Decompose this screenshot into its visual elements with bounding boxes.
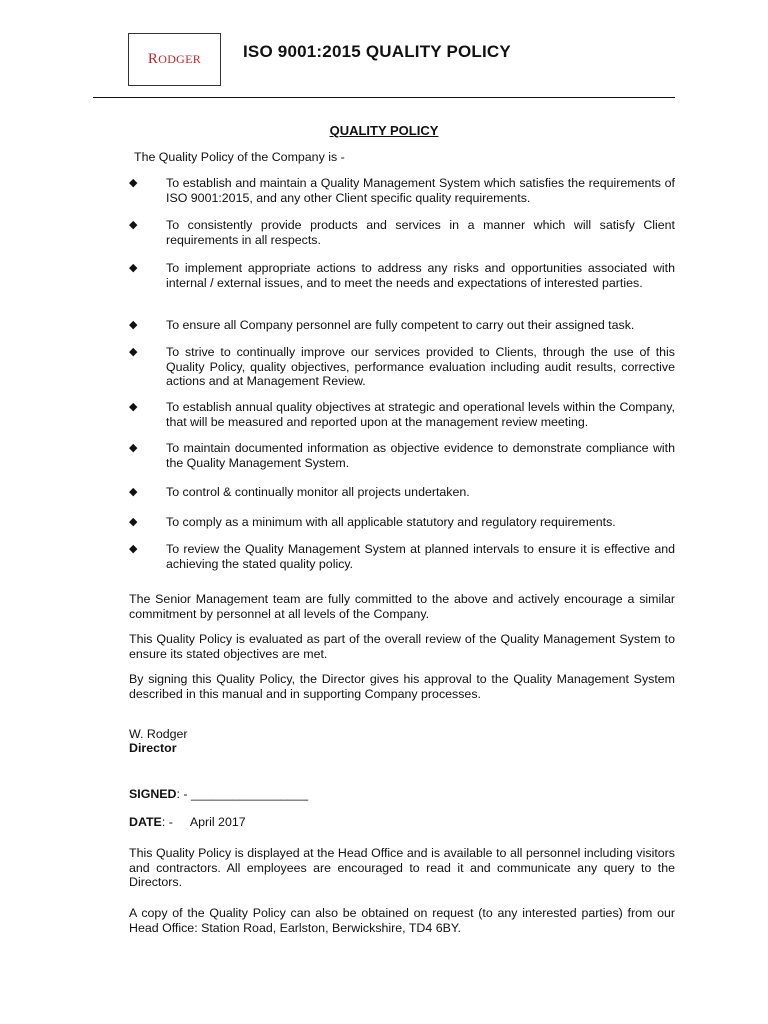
policy-bullet: [129, 218, 675, 247]
diamond-bullet-icon: ◆: [129, 442, 138, 454]
policy-bullet-text: To strive to continually improve our services provided to Clients, through the use of this Quality Policy, quality objectives, performance evaluation including audit results, corrective actions and at Management Review.: [166, 345, 675, 389]
date-line: [129, 815, 675, 830]
signature-blank: : - _________________: [176, 787, 309, 801]
policy-bullet: [129, 176, 675, 205]
header-divider: [93, 97, 675, 98]
section-title: QUALITY POLICY: [329, 123, 439, 138]
policy-bullet-text: To ensure all Company personnel are fully competent to carry out their assigned task.: [166, 318, 635, 332]
approval-paragraph: By signing this Quality Policy, the Director gives his approval to the Quality Management System described in this manual and in supporting Company processes.: [129, 672, 675, 701]
copy-paragraph: A copy of the Quality Policy can also be obtained on request (to any interested parties) from our Head Office: Station Road, Earlston, Berwickshire, TD4 6BY.: [129, 906, 675, 935]
date-value: April 2017: [189, 815, 246, 829]
signed-label: SIGNED: [129, 787, 177, 801]
commitment-paragraph: The Senior Management team are fully committed to the above and actively encourage a similar commitment by personnel at all levels of the Company.: [129, 592, 675, 621]
policy-bullet: [129, 400, 675, 429]
diamond-bullet-icon: ◆: [129, 516, 138, 528]
date-label: DATE: [129, 815, 162, 829]
policy-bullet-text: To control & continually monitor all projects undertaken.: [166, 485, 470, 499]
policy-bullet-text: To implement appropriate actions to address any risks and opportunities associated with internal / external issues, and to meet the needs and expectations of interested parties.: [166, 261, 675, 290]
signed-line: [129, 787, 675, 802]
diamond-bullet-icon: ◆: [129, 401, 138, 413]
policy-bullet: [129, 441, 675, 470]
display-paragraph: This Quality Policy is displayed at the Head Office and is available to all personnel including visitors and contractors. All employees are encouraged to read it and communicate any query to the Directors.: [129, 846, 675, 890]
diamond-bullet-icon: ◆: [129, 486, 138, 498]
policy-bullet: [129, 318, 675, 333]
policy-bullet: [129, 515, 675, 530]
company-logo: [128, 33, 221, 86]
diamond-bullet-icon: ◆: [129, 543, 138, 555]
policy-bullet-text: To establish annual quality objectives at strategic and operational levels within the Company, that will be measured and reported upon at the management review meeting.: [166, 400, 675, 429]
policy-bullet: [129, 542, 675, 571]
document-title: ISO 9001:2015 QUALITY POLICY: [243, 42, 511, 61]
policy-bullet-text: To establish and maintain a Quality Management System which satisfies the requirements of ISO 9001:2015, and any other Client specific quality requirements.: [166, 176, 675, 205]
policy-bullet-text: To maintain documented information as objective evidence to demonstrate compliance with the Quality Management System.: [166, 441, 675, 470]
intro-text: The Quality Policy of the Company is -: [134, 150, 345, 164]
diamond-bullet-icon: ◆: [129, 219, 138, 231]
diamond-bullet-icon: ◆: [129, 262, 138, 274]
logo-wordmark: RODGER: [147, 51, 202, 67]
policy-bullet-text: To consistently provide products and services in a manner which will satisfy Client requirements in all respects.: [166, 218, 675, 247]
date-separator: : -: [161, 815, 173, 829]
policy-bullet-text: To comply as a minimum with all applicable statutory and regulatory requirements.: [166, 515, 616, 529]
policy-bullet: [129, 485, 675, 500]
signatory-name: W. Rodger: [129, 727, 188, 741]
diamond-bullet-icon: ◆: [129, 346, 138, 358]
diamond-bullet-icon: ◆: [129, 177, 138, 189]
policy-bullet-text: To review the Quality Management System at planned intervals to ensure it is effective and achieving the stated quality policy.: [166, 542, 675, 571]
policy-bullet: [129, 345, 675, 389]
policy-bullet: [129, 261, 675, 290]
evaluation-paragraph: This Quality Policy is evaluated as part of the overall review of the Quality Management System to ensure its stated objectives are met.: [129, 632, 675, 661]
signatory-role: Director: [129, 741, 177, 755]
diamond-bullet-icon: ◆: [129, 319, 138, 331]
